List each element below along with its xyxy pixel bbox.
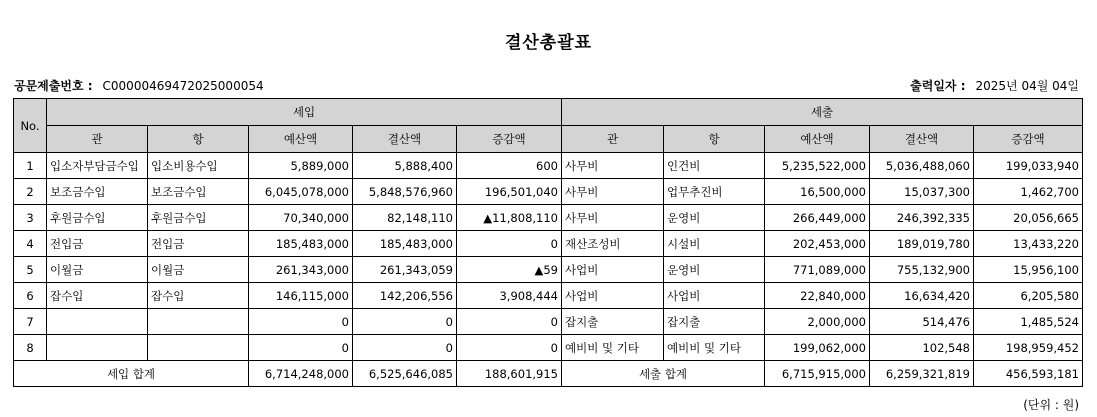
expense-total-label: 세출 합계: [562, 361, 765, 387]
header-row-2: [14, 126, 1083, 153]
doc-number: [14, 77, 264, 94]
expense-gwan: 사무비: [562, 205, 664, 231]
income-budget: 0: [249, 309, 353, 335]
print-date-label: 출력일자 :: [910, 79, 966, 93]
header-row-1: [14, 99, 1083, 126]
expense-settlement: 514,476: [870, 309, 974, 335]
income-change: 0: [457, 231, 562, 257]
expense-hang: 시설비: [664, 231, 765, 257]
expense-settlement: 5,036,488,060: [870, 153, 974, 179]
expense-total-budget: 6,715,915,000: [765, 361, 870, 387]
income-hang: 이월금: [148, 257, 249, 283]
expense-change: 13,433,220: [974, 231, 1083, 257]
expense-settlement: 246,392,335: [870, 205, 974, 231]
expense-total-settlement: 6,259,321,819: [870, 361, 974, 387]
income-settlement: 5,848,576,960: [353, 179, 457, 205]
income-settlement: 5,888,400: [353, 153, 457, 179]
expense-change: 1,485,524: [974, 309, 1083, 335]
row-no: 1: [14, 153, 47, 179]
income-gwan: 이월금: [47, 257, 148, 283]
expense-hang: 사업비: [664, 283, 765, 309]
income-hang: 입소비용수입: [148, 153, 249, 179]
expense-change: 15,956,100: [974, 257, 1083, 283]
income-budget: 5,889,000: [249, 153, 353, 179]
income-change: ▲11,808,110: [457, 205, 562, 231]
income-total-label: 세입 합계: [14, 361, 249, 387]
income-gwan: [47, 335, 148, 361]
header-ex-budget: 예산액: [765, 126, 870, 153]
income-gwan: 후원금수입: [47, 205, 148, 231]
table-row: [14, 179, 1083, 205]
doc-number-value: C00000469472025000054: [102, 79, 264, 93]
table-row: [14, 153, 1083, 179]
expense-settlement: 102,548: [870, 335, 974, 361]
income-hang: 후원금수입: [148, 205, 249, 231]
income-change: 196,501,040: [457, 179, 562, 205]
expense-hang: 운영비: [664, 205, 765, 231]
header-ex-settlement: 결산액: [870, 126, 974, 153]
income-hang: [148, 309, 249, 335]
expense-change: 198,959,452: [974, 335, 1083, 361]
income-gwan: 입소자부담금수입: [47, 153, 148, 179]
expense-settlement: 755,132,900: [870, 257, 974, 283]
expense-settlement: 15,037,300: [870, 179, 974, 205]
expense-change: 20,056,665: [974, 205, 1083, 231]
header-in-budget: 예산액: [249, 126, 353, 153]
row-no: 5: [14, 257, 47, 283]
header-income: 세입: [47, 99, 562, 126]
row-no: 7: [14, 309, 47, 335]
table-row: [14, 257, 1083, 283]
income-gwan: 잡수입: [47, 283, 148, 309]
income-settlement: 261,343,059: [353, 257, 457, 283]
expense-settlement: 189,019,780: [870, 231, 974, 257]
expense-gwan: 사무비: [562, 153, 664, 179]
income-hang: 보조금수입: [148, 179, 249, 205]
expense-gwan: 사업비: [562, 257, 664, 283]
row-no: 8: [14, 335, 47, 361]
income-change: 600: [457, 153, 562, 179]
unit-note: (단위 : 원): [1023, 398, 1079, 412]
income-change: 0: [457, 335, 562, 361]
income-hang: [148, 335, 249, 361]
header-no: No.: [14, 99, 47, 153]
income-settlement: 185,483,000: [353, 231, 457, 257]
header-in-change: 증감액: [457, 126, 562, 153]
expense-total-change: 456,593,181: [974, 361, 1083, 387]
header-in-gwan: 관: [47, 126, 148, 153]
expense-hang: 인건비: [664, 153, 765, 179]
expense-hang: 잡지출: [664, 309, 765, 335]
header-ex-hang: 항: [664, 126, 765, 153]
expense-budget: 2,000,000: [765, 309, 870, 335]
income-total-change: 188,601,915: [457, 361, 562, 387]
income-gwan: [47, 309, 148, 335]
expense-budget: 202,453,000: [765, 231, 870, 257]
totals-row: [14, 361, 1083, 387]
expense-gwan: 예비비 및 기타: [562, 335, 664, 361]
income-total-budget: 6,714,248,000: [249, 361, 353, 387]
income-budget: 185,483,000: [249, 231, 353, 257]
expense-budget: 22,840,000: [765, 283, 870, 309]
table-row: [14, 283, 1083, 309]
header-ex-change: 증감액: [974, 126, 1083, 153]
header-in-settlement: 결산액: [353, 126, 457, 153]
income-settlement: 82,148,110: [353, 205, 457, 231]
page-title: 결산총괄표: [504, 33, 593, 53]
expense-hang: 운영비: [664, 257, 765, 283]
expense-settlement: 16,634,420: [870, 283, 974, 309]
print-date: [910, 77, 1079, 94]
income-change: 0: [457, 309, 562, 335]
income-budget: 70,340,000: [249, 205, 353, 231]
row-no: 4: [14, 231, 47, 257]
row-no: 2: [14, 179, 47, 205]
doc-number-label: 공문제출번호 :: [14, 79, 93, 93]
income-settlement: 142,206,556: [353, 283, 457, 309]
expense-budget: 771,089,000: [765, 257, 870, 283]
expense-gwan: 잡지출: [562, 309, 664, 335]
income-hang: 전입금: [148, 231, 249, 257]
income-gwan: 전입금: [47, 231, 148, 257]
table-row: [14, 309, 1083, 335]
income-total-settlement: 6,525,646,085: [353, 361, 457, 387]
income-budget: 146,115,000: [249, 283, 353, 309]
header-ex-gwan: 관: [562, 126, 664, 153]
row-no: 3: [14, 205, 47, 231]
header-in-hang: 항: [148, 126, 249, 153]
print-date-value: 2025년 04월 04일: [975, 79, 1079, 93]
expense-budget: 199,062,000: [765, 335, 870, 361]
expense-gwan: 사업비: [562, 283, 664, 309]
expense-change: 199,033,940: [974, 153, 1083, 179]
header-expense: 세출: [562, 99, 1083, 126]
settlement-table: [13, 98, 1083, 387]
income-gwan: 보조금수입: [47, 179, 148, 205]
expense-gwan: 사무비: [562, 179, 664, 205]
expense-budget: 266,449,000: [765, 205, 870, 231]
income-budget: 0: [249, 335, 353, 361]
expense-change: 6,205,580: [974, 283, 1083, 309]
expense-gwan: 재산조성비: [562, 231, 664, 257]
table-row: [14, 205, 1083, 231]
income-budget: 261,343,000: [249, 257, 353, 283]
row-no: 6: [14, 283, 47, 309]
income-budget: 6,045,078,000: [249, 179, 353, 205]
income-settlement: 0: [353, 335, 457, 361]
income-change: ▲59: [457, 257, 562, 283]
expense-budget: 16,500,000: [765, 179, 870, 205]
table-row: [14, 231, 1083, 257]
expense-budget: 5,235,522,000: [765, 153, 870, 179]
expense-change: 1,462,700: [974, 179, 1083, 205]
income-hang: 잡수입: [148, 283, 249, 309]
expense-hang: 예비비 및 기타: [664, 335, 765, 361]
income-settlement: 0: [353, 309, 457, 335]
expense-hang: 업무추진비: [664, 179, 765, 205]
table-row: [14, 335, 1083, 361]
income-change: 3,908,444: [457, 283, 562, 309]
